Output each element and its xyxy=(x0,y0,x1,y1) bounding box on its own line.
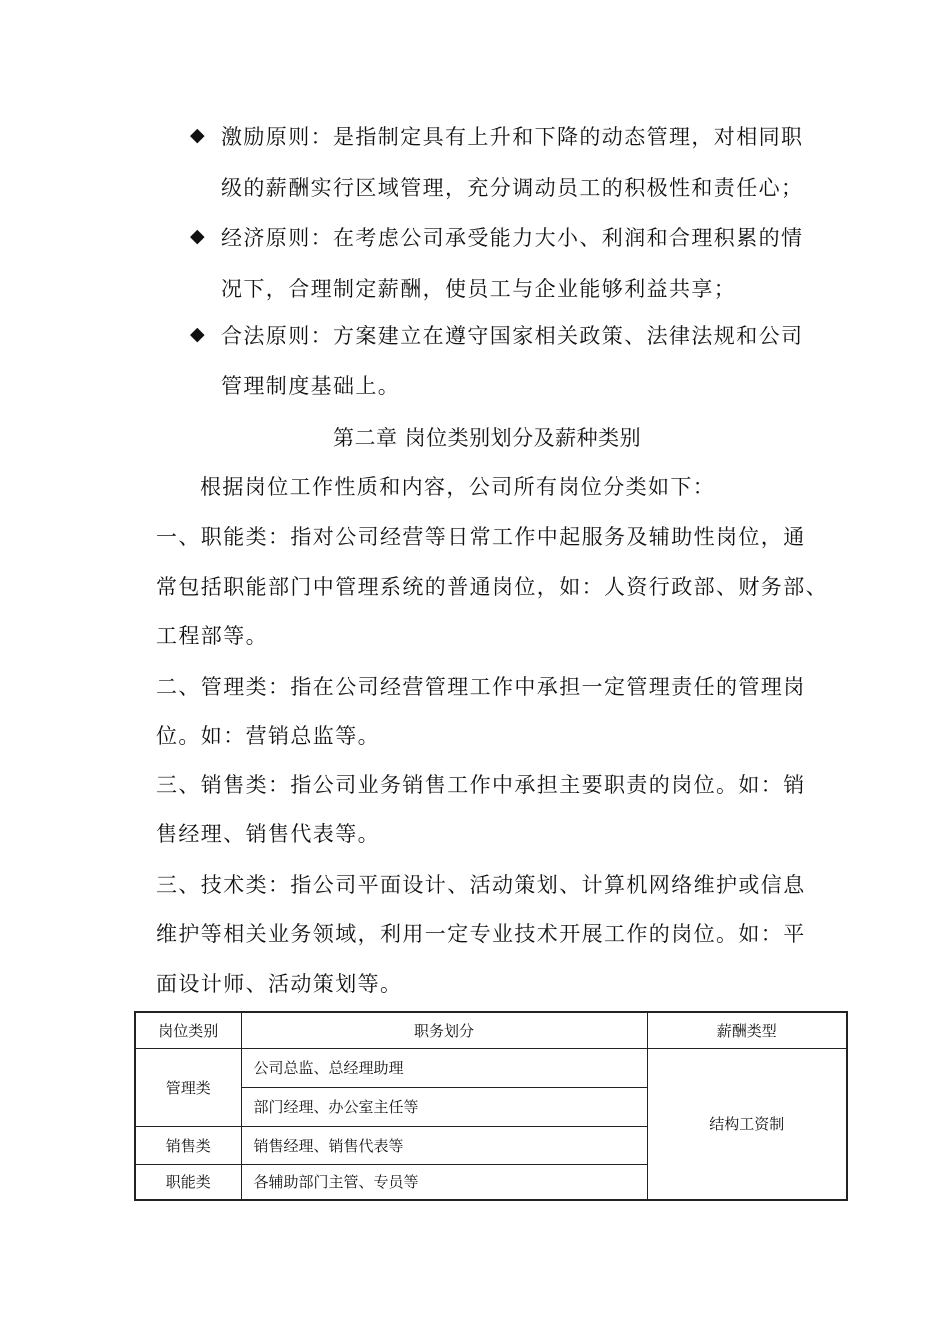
cell-duty: 各辅助部门主管、专员等 xyxy=(241,1164,647,1200)
chapter-title: 第二章 岗位类别划分及薪种类别 xyxy=(333,426,642,450)
header-pay-type: 薪酬类型 xyxy=(647,1012,847,1048)
header-duties: 职务划分 xyxy=(241,1012,647,1048)
cell-category-functional: 职能类 xyxy=(135,1164,241,1200)
cell-duty: 部门经理、办公室主任等 xyxy=(241,1087,647,1126)
category-management-line-1: 二、管理类：指在公司经营管理工作中承担一定管理责任的管理岗 xyxy=(156,675,806,699)
principle-incentive-line-2: 级的薪酬实行区域管理，充分调动员工的积极性和责任心； xyxy=(221,176,804,200)
principle-legal-line-1: 合法原则：方案建立在遵守国家相关政策、法律法规和公司 xyxy=(221,324,804,348)
category-sales-line-2: 售经理、销售代表等。 xyxy=(156,822,380,846)
bullet-icon: ◆ xyxy=(190,225,205,247)
cell-duty: 销售经理、销售代表等 xyxy=(241,1126,647,1164)
category-technical-line-3: 面设计师、活动策划等。 xyxy=(156,972,403,996)
bullet-icon: ◆ xyxy=(190,323,205,345)
category-functional-line-3: 工程部等。 xyxy=(156,624,268,648)
category-functional-line-2: 常包括职能部门中管理系统的普通岗位，如：人资行政部、财务部、 xyxy=(156,575,828,599)
category-sales-line-1: 三、销售类：指公司业务销售工作中承担主要职责的岗位。如：销 xyxy=(156,773,806,797)
cell-category-management: 管理类 xyxy=(135,1048,241,1126)
principle-legal-line-2: 管理制度基础上。 xyxy=(221,374,401,398)
cell-duty: 公司总监、总经理助理 xyxy=(241,1048,647,1087)
principle-economic-line-2: 况下，合理制定薪酬，使员工与企业能够利益共享； xyxy=(221,277,737,301)
bullet-icon: ◆ xyxy=(190,124,205,146)
category-management-line-2: 位。如：营销总监等。 xyxy=(156,724,380,748)
cell-category-sales: 销售类 xyxy=(135,1126,241,1164)
position-table xyxy=(134,1011,848,1201)
intro-text: 根据岗位工作性质和内容，公司所有岗位分类如下： xyxy=(200,475,716,499)
cell-pay-type: 结构工资制 xyxy=(647,1048,847,1200)
table-row xyxy=(135,1048,847,1087)
principle-incentive-line-1: 激励原则：是指制定具有上升和下降的动态管理，对相同职 xyxy=(221,125,804,149)
header-category: 岗位类别 xyxy=(135,1012,241,1048)
category-functional-line-1: 一、职能类：指对公司经营等日常工作中起服务及辅助性岗位，通 xyxy=(156,525,806,549)
table-header-row xyxy=(135,1012,847,1048)
category-technical-line-2: 维护等相关业务领域，利用一定专业技术开展工作的岗位。如：平 xyxy=(156,922,806,946)
principle-economic-line-1: 经济原则：在考虑公司承受能力大小、利润和合理积累的情 xyxy=(221,226,804,250)
category-technical-line-1: 三、技术类：指公司平面设计、活动策划、计算机网络维护或信息 xyxy=(156,873,806,897)
